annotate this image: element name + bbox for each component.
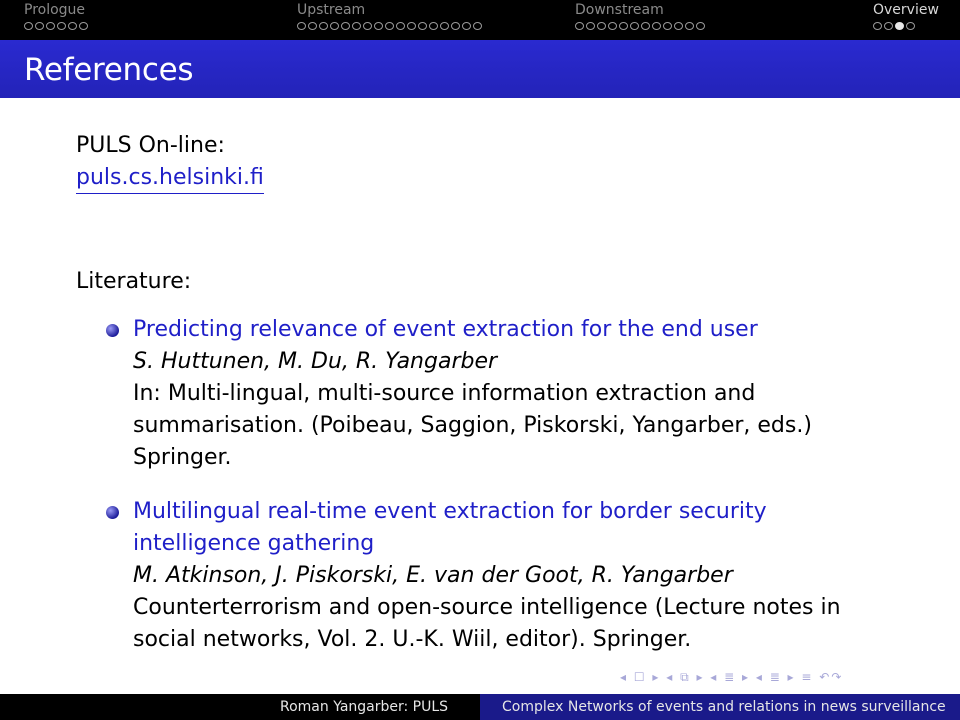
reference-details: social networks, Vol. 2. U.-K. Wiil, editor). Springer. (133, 627, 692, 652)
nav-dot[interactable] (57, 22, 66, 30)
nav-section-dots (297, 22, 482, 30)
nav-dot[interactable] (575, 22, 584, 30)
nav-dot[interactable] (385, 22, 394, 30)
nav-dot[interactable] (429, 22, 438, 30)
nav-section-upstream[interactable] (297, 2, 482, 30)
nav-dot[interactable] (619, 22, 628, 30)
frame-title-bar (0, 40, 960, 98)
nav-dot[interactable] (330, 22, 339, 30)
nav-section-title: Upstream (297, 2, 366, 18)
nav-dot[interactable] (462, 22, 471, 30)
nav-dot[interactable] (440, 22, 449, 30)
nav-dot[interactable] (586, 22, 595, 30)
nav-dot[interactable] (873, 22, 882, 30)
nav-section-title: Prologue (24, 2, 86, 18)
reference-details: In: Multi-lingual, multi-source information extraction and (133, 381, 756, 406)
nav-dot[interactable] (630, 22, 639, 30)
reference-title[interactable]: Multilingual real-time event extraction for border security (133, 499, 767, 524)
nav-dot[interactable] (363, 22, 372, 30)
nav-section-title: Overview (873, 2, 939, 18)
nav-dot[interactable] (895, 22, 904, 30)
nav-dot[interactable] (68, 22, 77, 30)
section-navigation (0, 0, 960, 40)
nav-dot[interactable] (884, 22, 893, 30)
bullet-icon (106, 324, 119, 337)
nav-dot[interactable] (46, 22, 55, 30)
nav-dot[interactable] (685, 22, 694, 30)
reference-authors: M. Atkinson, J. Piskorski, E. van der Goot, R. Yangarber (133, 563, 733, 588)
nav-dot[interactable] (308, 22, 317, 30)
slide-content (76, 130, 896, 678)
footer-author: Roman Yangarber: PULS (0, 694, 480, 720)
nav-section-dots (24, 22, 88, 30)
nav-section-title: Downstream (575, 2, 664, 18)
reference-item (76, 314, 896, 474)
reference-authors: S. Huttunen, M. Du, R. Yangarber (133, 349, 498, 374)
nav-section-overview[interactable] (873, 2, 939, 30)
literature-label: Literature: (76, 269, 192, 294)
nav-dot[interactable] (341, 22, 350, 30)
reference-title[interactable]: intelligence gathering (133, 531, 375, 556)
reference-item (76, 496, 896, 656)
puls-url-link[interactable]: puls.cs.helsinki.fi (76, 163, 264, 194)
nav-dot[interactable] (418, 22, 427, 30)
nav-dot[interactable] (674, 22, 683, 30)
nav-dot[interactable] (374, 22, 383, 30)
nav-dot[interactable] (473, 22, 482, 30)
footline (0, 694, 960, 720)
nav-dot[interactable] (319, 22, 328, 30)
online-label: PULS On-line: (76, 133, 225, 158)
nav-dot[interactable] (597, 22, 606, 30)
nav-section-dots (575, 22, 705, 30)
reference-details: Counterterrorism and open-source intelligence (Lecture notes in (133, 595, 841, 620)
reference-list (76, 314, 896, 656)
reference-details: Springer. (133, 445, 232, 470)
nav-dot[interactable] (24, 22, 33, 30)
nav-dot[interactable] (906, 22, 915, 30)
nav-section-downstream[interactable] (575, 2, 705, 30)
nav-dot[interactable] (696, 22, 705, 30)
footer-talk-title: Complex Networks of events and relations in news surveillance (480, 694, 960, 720)
nav-dot[interactable] (396, 22, 405, 30)
nav-section-prologue[interactable] (24, 2, 88, 30)
nav-dot[interactable] (35, 22, 44, 30)
nav-dot[interactable] (663, 22, 672, 30)
reference-title[interactable]: Predicting relevance of event extraction for the end user (133, 317, 758, 342)
bullet-icon (106, 506, 119, 519)
nav-section-dots (873, 22, 939, 30)
nav-dot[interactable] (451, 22, 460, 30)
beamer-navigation-icons[interactable]: ◂ ☐ ▸ ◂ ⧉ ▸ ◂ ≣ ▸ ◂ ≣ ▸ ≡ ↶↷ (620, 670, 844, 684)
nav-dot[interactable] (297, 22, 306, 30)
nav-dot[interactable] (79, 22, 88, 30)
nav-dot[interactable] (652, 22, 661, 30)
nav-dot[interactable] (608, 22, 617, 30)
nav-dot[interactable] (641, 22, 650, 30)
frame-title: References (24, 52, 194, 88)
nav-dot[interactable] (352, 22, 361, 30)
reference-details: summarisation. (Poibeau, Saggion, Piskorski, Yangarber, eds.) (133, 413, 812, 438)
nav-dot[interactable] (407, 22, 416, 30)
